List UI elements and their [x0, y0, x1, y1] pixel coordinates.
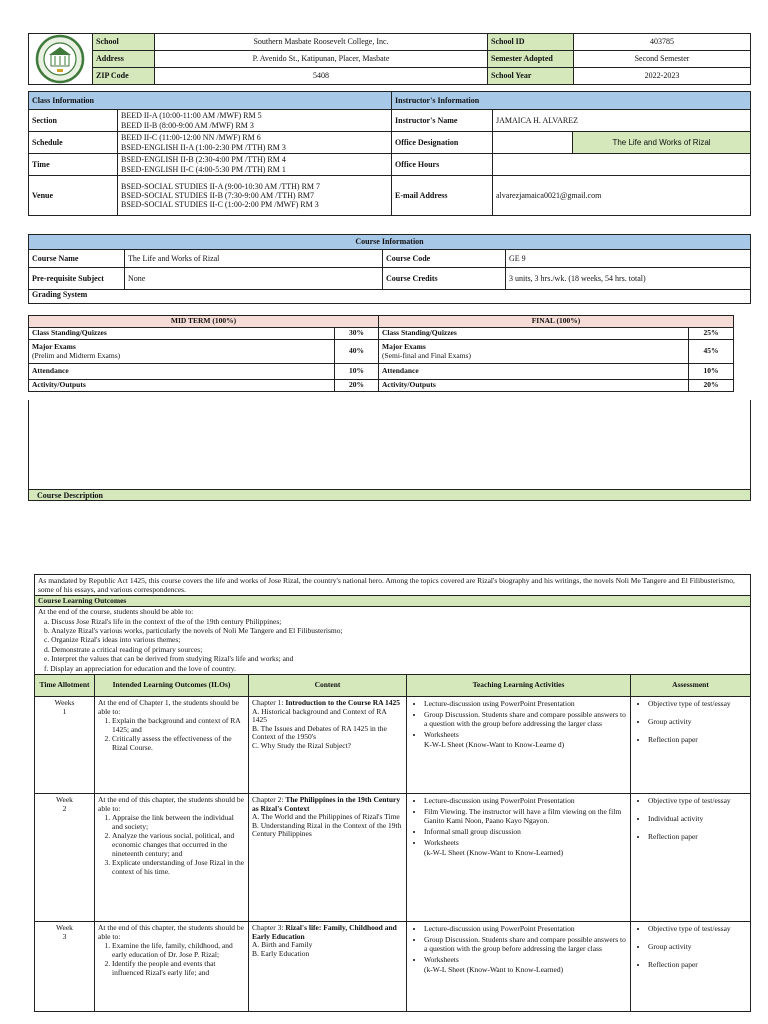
address-label: Address — [93, 51, 155, 68]
content-cell: Chapter 1: Introduction to the Course RA 1425 A. Historical background and Context of RA 1425 B. The Issues and Debates of RA 1425 in the Context of the 1950's C. Why Study the Rizal Subject? — [249, 696, 407, 793]
venue-value: BSED-SOCIAL STUDIES II-A (9:00-10:30 AM /TTH) RM 7 BSED-SOCIAL STUDIES II-B (7:30-9:00 AM /TTH) RM7 BSED-SOCIAL STUDIES II-C (1:00-2:00 PM /MWF) RM 3 — [118, 176, 392, 216]
final-major-exams-label: Major Exams (Semi-final and Final Exams) — [379, 340, 689, 364]
email-label: E-mail Address — [392, 176, 493, 216]
midterm-activity-pct: 20% — [335, 380, 379, 392]
school-logo-cell — [29, 34, 93, 85]
final-title: FINAL (100%) — [379, 316, 734, 328]
table-row — [35, 793, 751, 921]
email-value: alvarezjamaica0021@gmail.com — [493, 176, 751, 216]
course-description-text: As mandated by Republic Act 1425, this course covers the life and works of Jose Rizal, the country's national hero. Among the topics covered are Rizal's biography and his writings, the novels Noli Me Tangere and El Filibusterismo, some of his essays, and various correspondences. — [35, 575, 751, 596]
activities-cell: • Lecture-discussion using PowerPoint Presentation • Film Viewing. The instructor will have a film viewing on the film Ganito Kami Noon, Paano Kayo Ngayon. • Informal small group discussion • Worksheets (k-W-L Sheet (Know-Want to Know-Learned) — [407, 793, 631, 921]
ilo-cell: At the end of this chapter, the students should be able to: 1. Appraise the link between the individual and society; 2. Analyze the various social, political, and economic changes that occurred in the nineteenth century; and 3. Explicate understanding of Jose Rizal in the context of his time. — [95, 793, 249, 921]
class-info-title: Class Information — [29, 92, 392, 110]
semester-value: Second Semester — [574, 51, 751, 68]
final-attendance-pct: 10% — [689, 364, 734, 380]
midterm-major-exams-pct: 40% — [335, 340, 379, 364]
final-class-standing-label: Class Standing/Quizzes — [379, 328, 689, 340]
section-value: BEED II-A (10:00-11:00 AM /MWF) RM 5 BEED II-B (8:00-9:00 AM /MWF) RM 3 — [118, 110, 392, 132]
schedule-value: BEED II-C (11:00-12:00 NN /MWF) RM 6 BSED-ENGLISH II-A (1:00-2:30 PM /TTH) RM 3 — [118, 132, 392, 154]
assessment-cell: • Objective type of test/essay • Group activity • Reflection paper — [631, 921, 751, 1011]
col-header-assessment: Assessment — [631, 674, 751, 696]
zip-value: 5408 — [155, 68, 488, 85]
instructor-info-title: Instructor's Information — [392, 92, 751, 110]
midterm-class-standing-pct: 30% — [335, 328, 379, 340]
outcome-item: d. Demonstrate a critical reading of primary sources; — [44, 644, 203, 654]
course-description-heading: Course Description — [28, 489, 751, 501]
office-designation-spacer — [493, 132, 573, 154]
school-header-table — [28, 33, 751, 85]
outcome-item: f. Display an appreciation for education and the love of country. — [44, 663, 236, 673]
venue-label: Venue — [29, 176, 118, 216]
zip-label: ZIP Code — [93, 68, 155, 85]
ilo-cell: At the end of this chapter, the students should be able to: 1. Examine the life, family, childhood, and early education of Dr. Jose P. Rizal; 2. Identify the people and events that influenced Rizal's early life; and — [95, 921, 249, 1011]
school-year-label: School Year — [488, 68, 574, 85]
course-info-table — [28, 234, 751, 304]
final-class-standing-pct: 25% — [689, 328, 734, 340]
school-year-value: 2022-2023 — [574, 68, 751, 85]
grading-table — [28, 315, 734, 392]
prerequisite-value: None — [125, 268, 383, 290]
course-name-value: The Life and Works of Rizal — [125, 250, 383, 268]
assessment-cell: • Objective type of test/essay • Individual activity • Reflection paper — [631, 793, 751, 921]
course-code-value: GE 9 — [506, 250, 751, 268]
time-value: BSED-ENGLISH II-B (2:30-4:00 PM /TTH) RM 4 BSED-ENGLISH II-C (4:00-5:30 PM /TTH) RM 1 — [118, 154, 392, 176]
instructor-name-label: Instructor's Name — [392, 110, 493, 132]
outcome-item: a. Discuss Jose Rizal's life in the context of the of the 19th century Philippines; — [44, 616, 282, 626]
learning-outcomes-list — [35, 607, 751, 675]
midterm-class-standing-label: Class Standing/Quizzes — [29, 328, 335, 340]
outcome-item: c. Organize Rizal's ideas into various themes; — [44, 635, 181, 645]
col-header-content: Content — [249, 674, 407, 696]
semester-label: Semester Adopted — [488, 51, 574, 68]
instructor-name-value: JAMAICA H. ALVAREZ — [493, 110, 751, 132]
class-info-table — [28, 91, 751, 216]
learning-outcomes-title: Course Learning Outcomes — [35, 596, 751, 607]
school-seal-icon — [35, 34, 85, 84]
office-hours-value — [493, 154, 751, 176]
school-id-value: 403785 — [574, 34, 751, 51]
grading-system-label: Grading System — [29, 290, 751, 304]
section-label: Section — [29, 110, 118, 132]
midterm-title: MID TERM (100%) — [29, 316, 379, 328]
midterm-major-exams-label: Major Exams (Prelim and Midterm Exams) — [29, 340, 335, 364]
grading-blank-area — [28, 400, 751, 490]
address-value: P. Avenido St., Katipunan, Placer, Masbate — [155, 51, 488, 68]
office-hours-label: Office Hours — [392, 154, 493, 176]
office-designation-value: The Life and Works of Rizal — [573, 132, 751, 154]
office-designation-label: Office Designation — [392, 132, 493, 154]
course-code-label: Course Code — [383, 250, 506, 268]
midterm-attendance-pct: 10% — [335, 364, 379, 380]
schedule-label: Schedule — [29, 132, 118, 154]
content-cell: Chapter 2: The Philippines in the 19th Century as Rizal's Context A. The World and the Philippines of Rizal's Time B. Understanding Rizal in the Context of the 19th Century Philippines — [249, 793, 407, 921]
course-credits-label: Course Credits — [383, 268, 506, 290]
course-name-label: Course Name — [29, 250, 125, 268]
school-value: Southern Masbate Roosevelt College, Inc. — [155, 34, 488, 51]
final-activity-label: Activity/Outputs — [379, 380, 689, 392]
col-header-activities: Teaching Learning Activities — [407, 674, 631, 696]
table-row — [35, 921, 751, 1011]
midterm-attendance-label: Attendance — [29, 364, 335, 380]
syllabus-table — [34, 574, 751, 1012]
prerequisite-label: Pre-requisite Subject — [29, 268, 125, 290]
time-label: Time — [29, 154, 118, 176]
time-cell: Weeks 1 — [35, 696, 95, 793]
table-row — [35, 696, 751, 793]
course-credits-value: 3 units, 3 hrs./wk. (18 weeks, 54 hrs. total) — [506, 268, 751, 290]
col-header-ilo: Intended Learning Outcomes (ILOs) — [95, 674, 249, 696]
final-activity-pct: 20% — [689, 380, 734, 392]
midterm-activity-label: Activity/Outputs — [29, 380, 335, 392]
time-cell: Week 3 — [35, 921, 95, 1011]
activities-cell: • Lecture-discussion using PowerPoint Presentation • Group Discussion. Students share and compare possible answers to a question with the group before addressing the larger class • Worksheets (k-W-L Sheet (Know-Want to Know-Learned) — [407, 921, 631, 1011]
course-info-title: Course Information — [29, 235, 751, 250]
col-header-time: Time Allotment — [35, 674, 95, 696]
final-major-exams-pct: 45% — [689, 340, 734, 364]
final-attendance-label: Attendance — [379, 364, 689, 380]
time-cell: Week 2 — [35, 793, 95, 921]
school-label: School — [93, 34, 155, 51]
school-id-label: School ID — [488, 34, 574, 51]
ilo-cell: At the end of Chapter 1, the students should be able to: 1. Explain the background and context of RA 1425; and 2. Critically assess the effectiveness of the Rizal Course. — [95, 696, 249, 793]
outcome-item: e. Interpret the values that can be derived from studying Rizal's life and works; and — [44, 654, 294, 664]
outcome-item: b. Analyze Rizal's various works, particularly the novels of Noli Me Tangere and El Filibusterismo; — [44, 626, 343, 635]
activities-cell: • Lecture-discussion using PowerPoint Presentation • Group Discussion. Students share and compare possible answers to a question with the group before addressing the larger class • Worksheets K-W-L Sheet (Know-Want to Know-Learne d) — [407, 696, 631, 793]
content-cell: Chapter 3: Rizal's life: Family, Childhood and Early Education A. Birth and Family B. Early Education — [249, 921, 407, 1011]
assessment-cell: • Objective type of test/essay • Group activity • Reflection paper — [631, 696, 751, 793]
outcomes-intro: At the end of the course, students should be able to: — [38, 607, 194, 616]
